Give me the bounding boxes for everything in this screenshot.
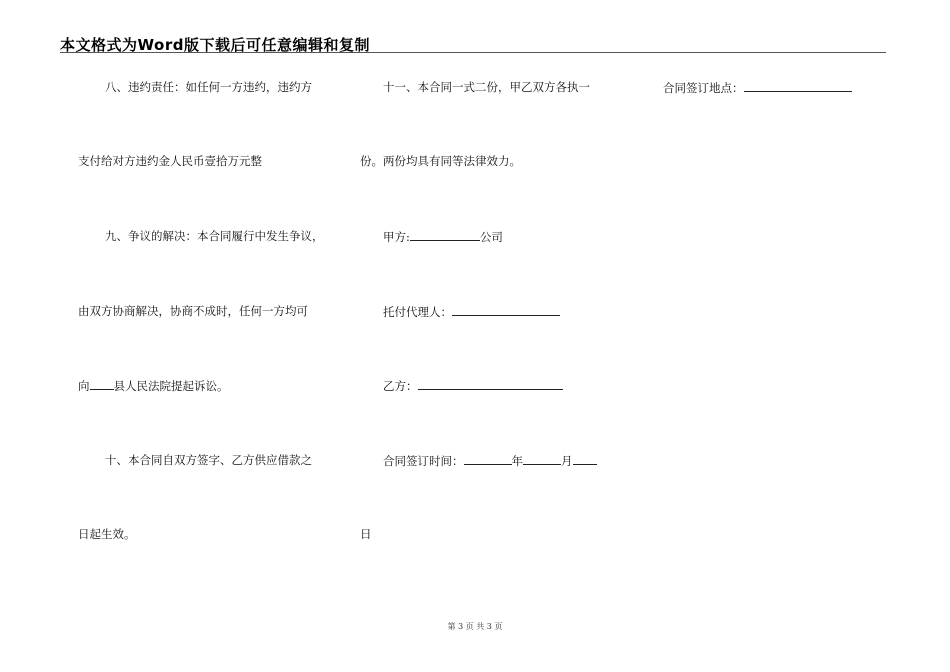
sign-place-line	[663, 80, 852, 95]
clause-8-line-1: 八、违约责任：如任何一方违约，违约方	[105, 80, 312, 94]
sign-place-blank[interactable]	[744, 80, 852, 92]
clause-11-line-1: 十一、本合同一式二份，甲乙双方各执一	[383, 80, 590, 94]
court-prefix: 向	[78, 379, 90, 393]
sign-place-label: 合同签订地点：	[663, 81, 744, 95]
month-blank[interactable]	[523, 453, 561, 465]
day-label: 日	[360, 527, 372, 541]
clause-9-line-1: 九、争议的解决：本合同履行中发生争议，	[105, 229, 324, 243]
header-divider	[60, 52, 886, 53]
year-blank[interactable]	[464, 453, 512, 465]
year-label: 年	[511, 454, 523, 468]
agent-label: 托付代理人：	[383, 305, 452, 319]
party-a-line	[383, 229, 503, 244]
agent-line	[383, 304, 560, 319]
agent-blank[interactable]	[452, 304, 560, 316]
party-b-blank[interactable]	[418, 378, 563, 390]
county-blank[interactable]	[90, 378, 114, 390]
clause-10-line-2: 日起生效。	[78, 527, 136, 541]
party-a-suffix: 公司	[479, 230, 503, 244]
clause-9-line-2: 由双方协商解决，协商不成时，任何一方均可	[78, 304, 308, 318]
party-a-label: 甲方:	[383, 230, 410, 244]
party-b-line	[383, 378, 563, 393]
sign-time-line	[383, 453, 597, 468]
clause-8-line-2: 支付给对方违约金人民币壹拾万元整	[78, 154, 262, 168]
clause-10-line-1: 十、本合同自双方签字、乙方供应借款之	[105, 453, 312, 467]
party-b-label: 乙方：	[383, 379, 418, 393]
sign-time-label: 合同签订时间：	[383, 454, 464, 468]
page-footer: 第 3 页 共 3 页	[447, 622, 503, 631]
clause-9-line-3	[78, 378, 229, 393]
court-suffix: 县人民法院提起诉讼。	[113, 379, 229, 393]
month-label: 月	[561, 454, 573, 468]
party-a-blank[interactable]	[410, 229, 480, 241]
clause-11-line-2: 份。两份均具有同等法律效力。	[360, 154, 521, 168]
document-header-title: 本文格式为Word版下载后可任意编辑和复制	[60, 36, 370, 54]
day-blank[interactable]	[573, 453, 597, 465]
